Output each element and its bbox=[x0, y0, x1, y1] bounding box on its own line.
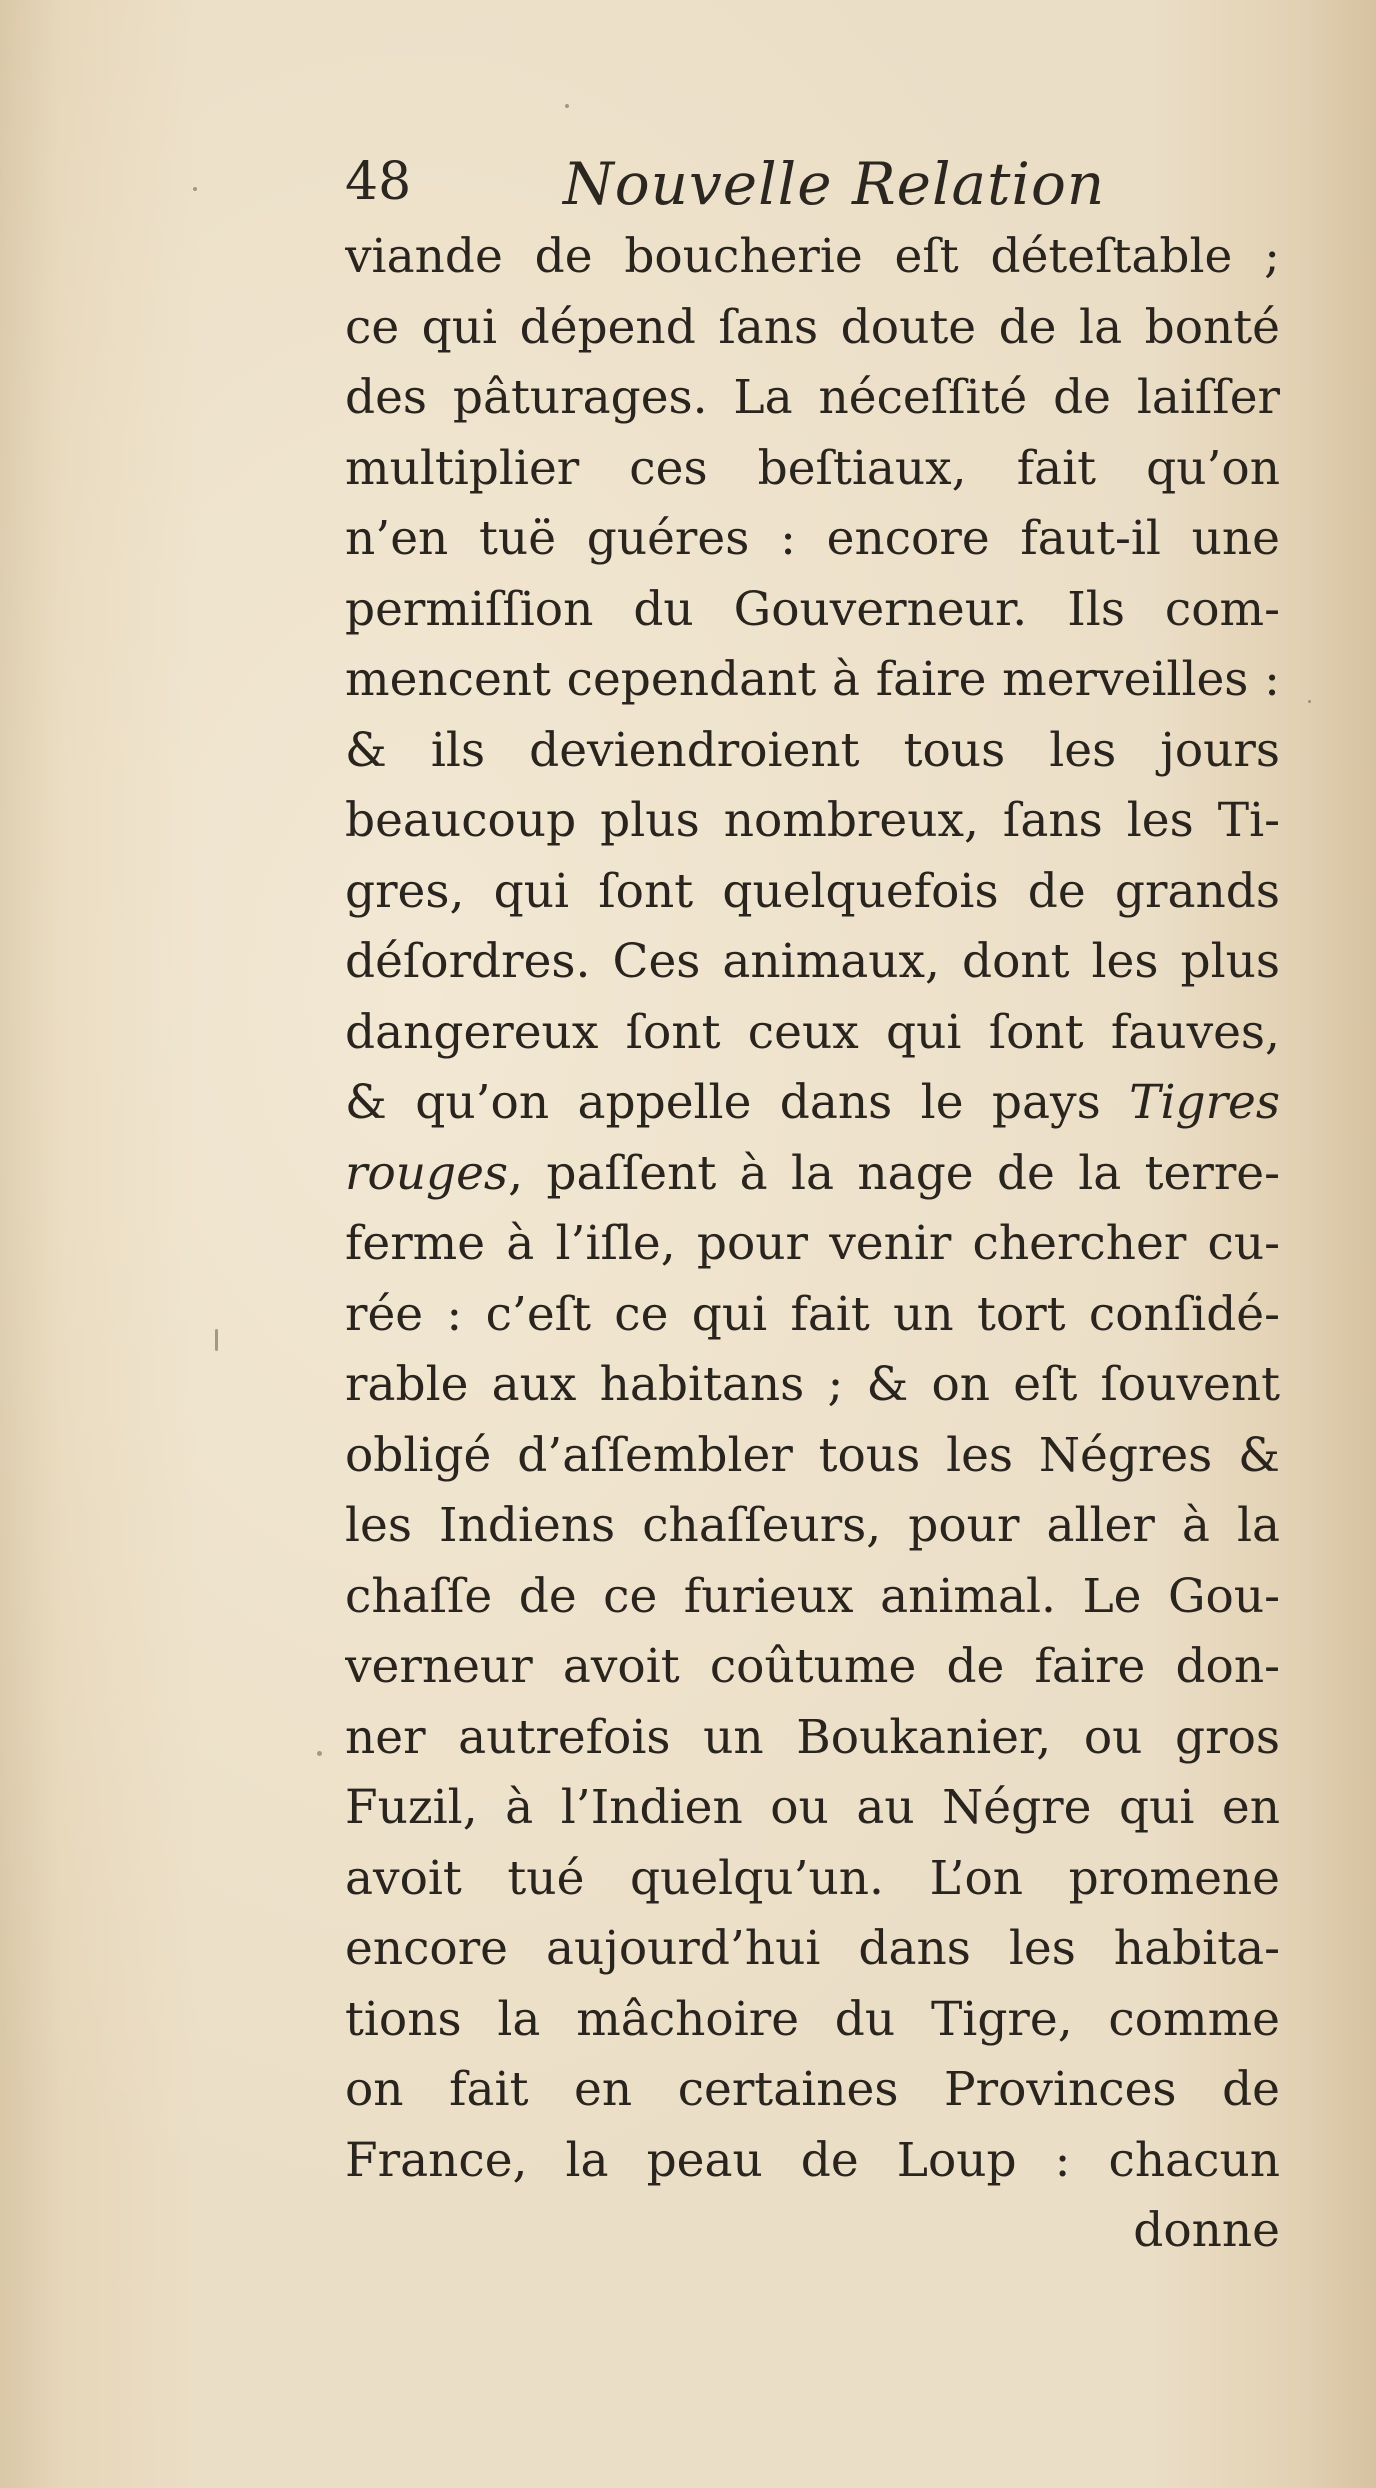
text-line: chaſſe de ce furieux animal. Le Gou- bbox=[345, 1568, 1280, 1624]
text-line: gres, qui ſont quelquefois de grands bbox=[345, 863, 1280, 919]
text-line: rée : c’eſt ce qui fait un tort conſidé- bbox=[345, 1286, 1280, 1342]
italic-term: rouges bbox=[345, 1145, 509, 1201]
text-line bbox=[345, 1139, 1280, 1210]
text-line: & ils deviendroient tous les jours bbox=[345, 722, 1280, 778]
text-line: verneur avoit coûtume de faire don- bbox=[345, 1639, 1280, 1694]
text-line: ferme à l’iſle, pour venir chercher cu- bbox=[345, 1216, 1280, 1271]
text-line: Fuzil, à l’Indien ou au Négre qui en bbox=[345, 1780, 1280, 1835]
text-line: des pâturages. La néceſſité de laiſſer bbox=[345, 370, 1280, 425]
text-line: déſordres. Ces animaux, dont les plus bbox=[345, 934, 1280, 989]
paper-speck bbox=[215, 1329, 218, 1351]
catchword: donne bbox=[1133, 2203, 1280, 2258]
text-line: ner autrefois un Boukanier, ou gros bbox=[345, 1709, 1280, 1765]
paper-speck bbox=[1308, 700, 1311, 703]
text-line: France, la peau de Loup : chacun bbox=[345, 2132, 1280, 2188]
text-line: obligé d’aſſembler tous les Négres & bbox=[345, 1427, 1280, 1483]
text-line: ce qui dépend ſans doute de la bonté bbox=[345, 299, 1280, 355]
italic-term: Tigres bbox=[1129, 1075, 1280, 1130]
page-header bbox=[345, 150, 1295, 220]
text-line bbox=[345, 1068, 1280, 1139]
text-line: on fait en certaines Provinces de bbox=[345, 2062, 1280, 2117]
body-text bbox=[345, 222, 1280, 2267]
text-line: multiplier ces beſtiaux, fait qu’on bbox=[345, 440, 1280, 496]
text-line: viande de boucherie eſt déteſtable ; bbox=[345, 229, 1280, 284]
text-line: tions la mâchoire du Tigre, comme bbox=[345, 1991, 1280, 2047]
paper-speck bbox=[565, 104, 569, 108]
paper-speck bbox=[193, 187, 197, 191]
text-line: permiſſion du Gouverneur. Ils com- bbox=[345, 581, 1280, 637]
running-head: Nouvelle Relation bbox=[563, 150, 1106, 218]
page-number: 48 bbox=[345, 152, 412, 212]
text-segment: , paſſent à la nage de la terre- bbox=[508, 1145, 1280, 1201]
text-line: les Indiens chaſſeurs, pour aller à la bbox=[345, 1498, 1280, 1553]
text-line: rable aux habitans ; & on eſt ſouvent bbox=[345, 1357, 1280, 1412]
text-line: dangereux ſont ceux qui ſont fauves, bbox=[345, 1004, 1280, 1060]
text-line: avoit tué quelqu’un. L’on promene bbox=[345, 1850, 1280, 1906]
text-line: beaucoup plus nombreux, ſans les Ti- bbox=[345, 793, 1280, 848]
text-segment: & qu’on appelle dans le pays bbox=[345, 1075, 1130, 1130]
text-line: n’en tuë guéres : encore faut-il une bbox=[345, 511, 1280, 566]
text-line: encore aujourd’hui dans les habita- bbox=[345, 1921, 1280, 1976]
paper-speck bbox=[317, 1751, 322, 1756]
text-line: mencent cependant à faire merveilles : bbox=[345, 652, 1280, 707]
